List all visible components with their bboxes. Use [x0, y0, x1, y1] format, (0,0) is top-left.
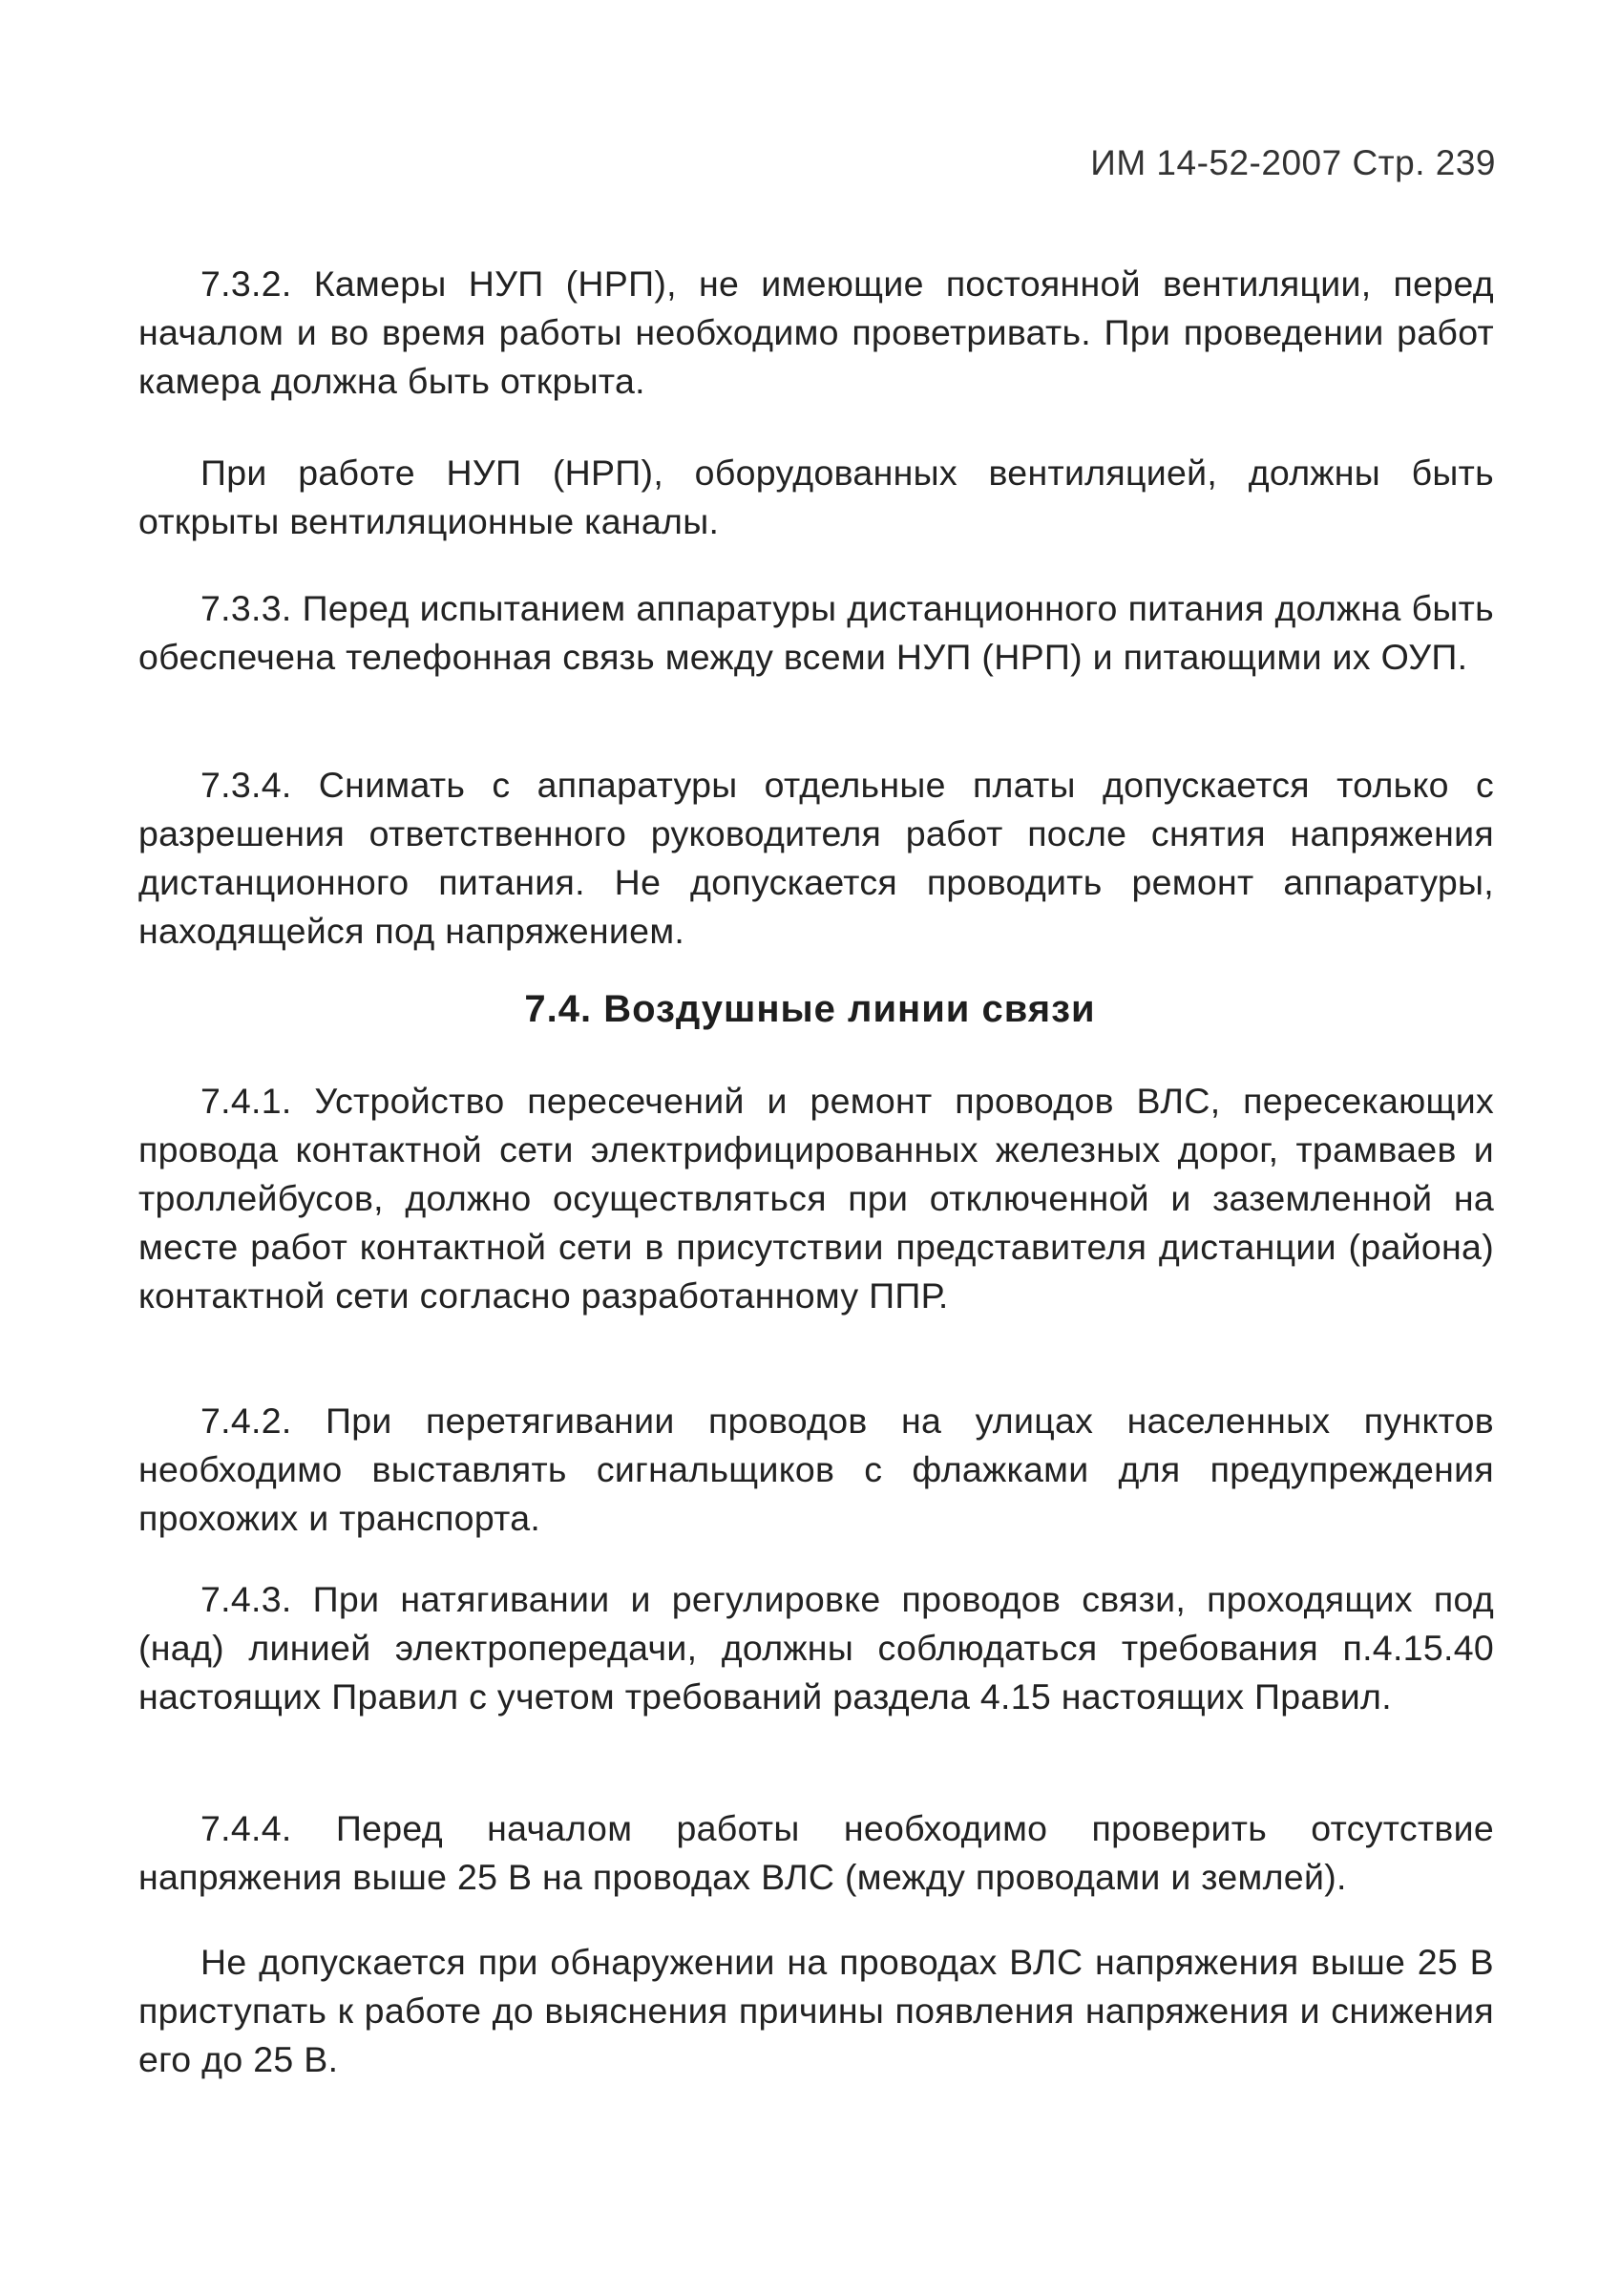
- paragraph-7-4-1: 7.4.1. Устройство пересечений и ремонт проводов ВЛС, пересекающих провода контактной сети электрифицированных железных дорог, трамваев и троллейбусов, должно осуществляться при отключенной и заземленной на месте работ контактной сети в присутствии представителя дистанции (района) контактной сети согласно разработанному ППР.: [138, 1081, 1494, 1316]
- paragraph-voltage-warning: Не допускается при обнаружении на проводах ВЛС напряжения выше 25 В приступать к работе до выяснения причины появления напряжения и снижения его до 25 В.: [138, 1942, 1494, 2079]
- page-header: ИМ 14-52-2007 Стр. 239: [1090, 143, 1496, 182]
- paragraph-7-4-2: 7.4.2. При перетягивании проводов на улицах населенных пунктов необходимо выставлять сигнальщиков с флажками для предупреждения прохожих и транспорта.: [138, 1401, 1494, 1538]
- paragraph-ventilation: При работе НУП (НРП), оборудованных вентиляцией, должны быть открыты вентиляционные каналы.: [138, 453, 1494, 541]
- paragraph-7-3-3: 7.3.3. Перед испытанием аппаратуры дистанционного питания должна быть обеспечена телефонная связь между всеми НУП (НРП) и питающими их ОУП.: [138, 588, 1494, 677]
- paragraph-7-3-4: 7.3.4. Снимать с аппаратуры отдельные платы допускается только с разрешения ответственного руководителя работ после снятия напряжения дистанционного питания. Не допускается проводить ремонт аппаратуры, находящейся под напряжением.: [138, 765, 1494, 951]
- paragraph-7-3-2: 7.3.2. Камеры НУП (НРП), не имеющие постоянной вентиляции, перед началом и во время работы необходимо проветривать. При проведении работ камера должна быть открыта.: [138, 263, 1494, 401]
- paragraph-7-4-3: 7.4.3. При натягивании и регулировке проводов связи, проходящих под (над) линией электропередачи, должны соблюдаться требования п.4.15.40 настоящих Правил с учетом требований раздела 4.15 настоящих Правил.: [138, 1579, 1494, 1717]
- section-heading: 7.4. Воздушные линии связи: [524, 988, 1096, 1030]
- paragraph-7-4-4: 7.4.4. Перед началом работы необходимо проверить отсутствие напряжения выше 25 В на проводах ВЛС (между проводами и землей).: [138, 1808, 1494, 1897]
